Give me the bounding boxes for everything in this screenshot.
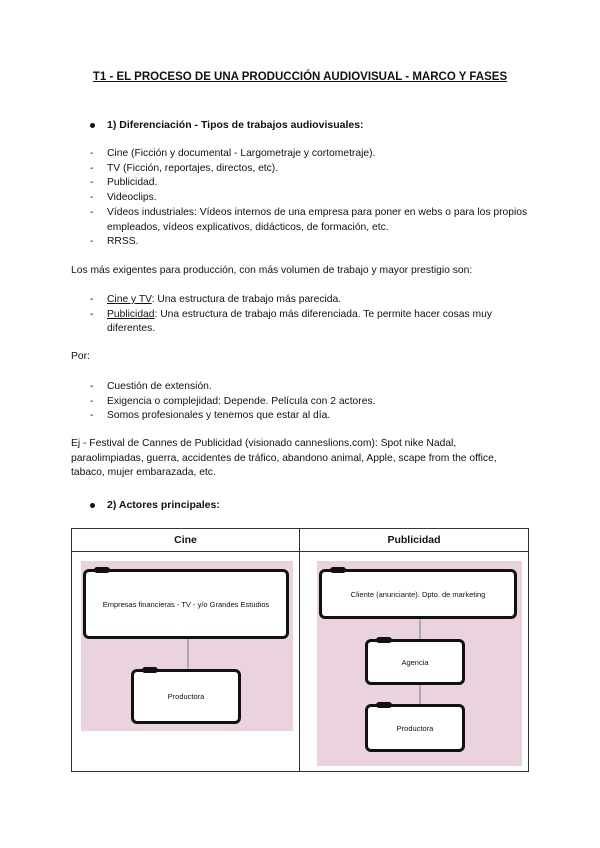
publicidad-cell <box>300 552 529 772</box>
node-tag-icon <box>142 667 158 673</box>
list-item: - Vídeos industriales: Vídeos internos de una empresa para poner en webs o para los propios empleados, vídeos explicativos, didácticos, de formación, etc. <box>90 206 530 235</box>
connector-line <box>187 639 189 671</box>
diagram-node-productora: Productora <box>365 704 465 752</box>
section2-heading <box>92 499 220 511</box>
cine-diagram <box>81 561 293 731</box>
bullet-dot-icon <box>90 503 95 508</box>
diagram-node-agencia: Agencia <box>365 639 465 685</box>
node-tag-icon <box>376 637 392 643</box>
list-item: - Publicidad. <box>90 176 530 191</box>
bullet-dot-icon <box>90 123 95 128</box>
section1-heading-text: 1) Diferenciación - Tipos de trabajos audiovisuales: <box>107 119 364 131</box>
diagram-node-productora: Productora <box>131 669 241 724</box>
por-list <box>90 380 530 424</box>
list-item: - Exigencia o complejidad: Depende. Película con 2 actores. <box>90 395 530 410</box>
list-item <box>90 293 530 308</box>
cine-cell <box>72 552 300 772</box>
diagram-node-cliente: Cliente (anunciante). Dpto. de marketing <box>319 569 517 619</box>
list-item <box>90 308 530 337</box>
paragraph-exigentes: Los más exigentes para producción, con más volumen de trabajo y mayor prestigio son: <box>71 265 473 276</box>
por-label: Por: <box>71 351 90 362</box>
page-title: T1 - EL PROCESO DE UNA PRODUCCIÓN AUDIOVISUAL - MARCO Y FASES <box>92 71 508 83</box>
actors-table <box>71 528 529 772</box>
example-paragraph: Ej - Festival de Cannes de Publicidad (visionado canneslions.com): Spot nike Nadal, paraolimpiadas, guerra, accidentes de tráfico, abandono animal, Apple, scape from the office, tabaco, mujer embarazada, etc. <box>71 438 497 479</box>
exigente-label: Cine y TV <box>107 294 152 305</box>
list-item: - Cuestión de extensión. <box>90 380 530 395</box>
section2-heading-text: 2) Actores principales: <box>107 499 220 511</box>
diagram-node-financieras: Empresas financieras - TV - y/o Grandes Estudios <box>83 569 289 639</box>
list-item: - TV (Ficción, reportajes, directos, etc). <box>90 162 530 177</box>
table-header-publicidad: Publicidad <box>300 529 529 552</box>
node-tag-icon <box>94 567 110 573</box>
list-item: - Videoclips. <box>90 191 530 206</box>
publicidad-diagram <box>317 561 522 766</box>
connector-line <box>419 619 421 641</box>
node-tag-icon <box>376 702 392 708</box>
list-item: - Somos profesionales y tenemos que estar al día. <box>90 409 530 424</box>
work-types-list <box>90 147 530 250</box>
exigente-label: Publicidad <box>107 308 155 320</box>
connector-line <box>419 684 421 706</box>
list-item: - RRSS. <box>90 235 530 250</box>
table-header-cine: Cine <box>72 529 300 552</box>
section1-heading <box>92 119 364 131</box>
exigentes-list <box>90 293 530 337</box>
list-item: - Cine (Ficción y documental - Largometraje y cortometraje). <box>90 147 530 162</box>
node-tag-icon <box>330 567 346 573</box>
exigente-text: : Una estructura de trabajo más diferenciada. Te permite hacer cosas muy diferentes. <box>107 308 492 335</box>
exigente-text: : Una estructura de trabajo más parecida. <box>151 294 342 305</box>
